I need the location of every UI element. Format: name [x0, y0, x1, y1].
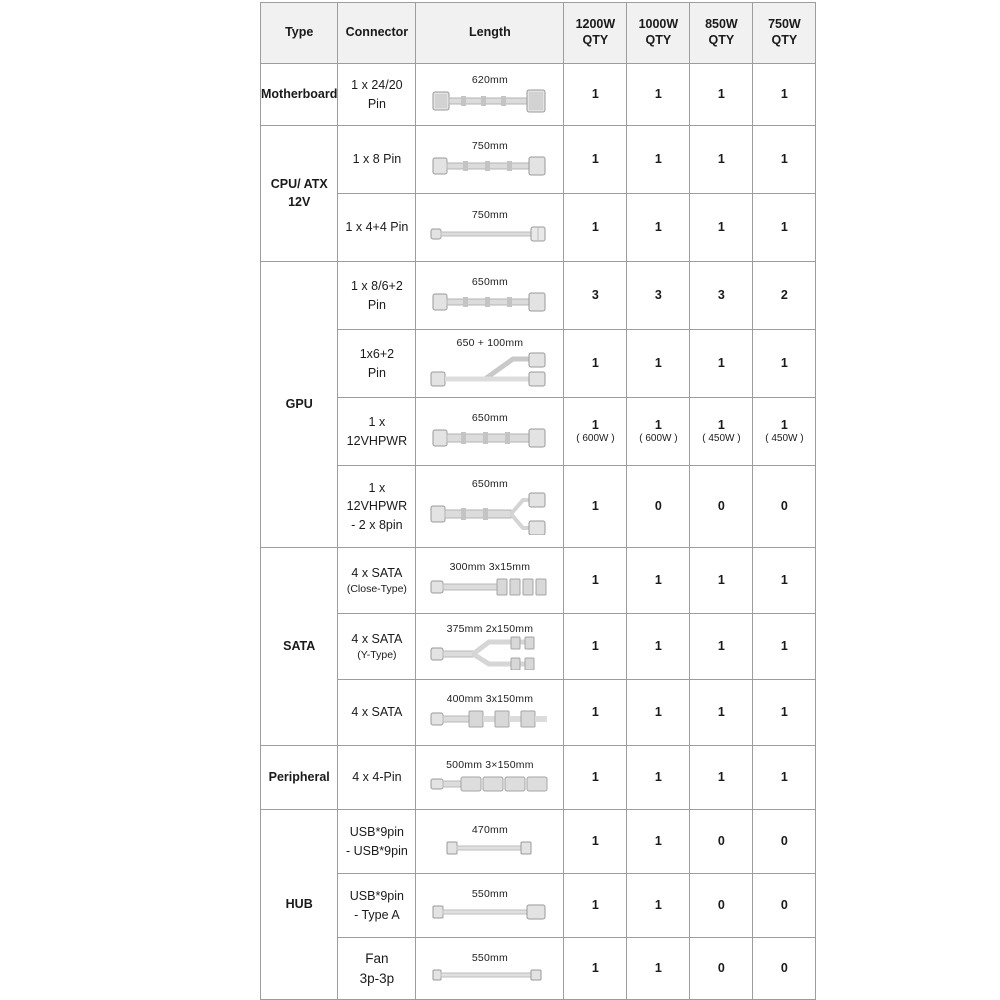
header-connector: Connector: [338, 3, 416, 64]
connector-line: Pin: [367, 96, 386, 111]
qty-cell-750w: 2: [753, 262, 816, 330]
qty-cell-1000w: 1: [627, 938, 690, 1000]
length-label: 400mm 3x150mm: [446, 693, 534, 705]
connector-line: Pin: [367, 297, 386, 312]
qty-cell-1000w: [627, 398, 690, 466]
table-row: [261, 548, 816, 614]
qty-cell-1200w: 1: [564, 810, 627, 874]
qty-cell-1200w: 1: [564, 680, 627, 746]
qty-cell-1200w: 1: [564, 330, 627, 398]
length-label: 650mm: [471, 412, 508, 424]
table-row: [261, 746, 816, 810]
length-cell: [416, 126, 564, 194]
connector-cell: [338, 330, 416, 398]
qty-cell-1200w: 1: [564, 126, 627, 194]
length-cell: [416, 810, 564, 874]
qty-cell-1000w: 1: [627, 874, 690, 938]
qty-cell-1000w: 3: [627, 262, 690, 330]
qty-cell-750w: 1: [753, 746, 816, 810]
length-cell: [416, 548, 564, 614]
qty-cell-850w: 0: [690, 466, 753, 548]
connector-line: USB*9pin: [349, 825, 404, 840]
connector-line: Fan: [365, 950, 389, 966]
qty-cell-850w: 0: [690, 810, 753, 874]
header-1000w-line2: QTY: [645, 33, 672, 47]
qty-cell-850w: 1: [690, 548, 753, 614]
length-cell: [416, 194, 564, 262]
length-label: 550mm: [471, 952, 508, 964]
qty-cell-850w: 1: [690, 194, 753, 262]
qty-cell-1200w: 1: [564, 746, 627, 810]
header-qty-850w: [690, 3, 753, 64]
header-type: Type: [261, 3, 338, 64]
qty-cell-850w: 3: [690, 262, 753, 330]
cable-sata-close-icon: [416, 574, 563, 600]
length-label: 620mm: [471, 74, 508, 86]
connector-line: (Y-Type): [357, 648, 397, 661]
type-cell-gpu: GPU: [261, 262, 338, 548]
qty-cell-850w: [690, 398, 753, 466]
connector-line: Pin: [367, 365, 386, 380]
table-header: [261, 3, 816, 64]
qty-cell-850w: 1: [690, 614, 753, 680]
type-line: 12V: [288, 194, 311, 209]
connector-line: 1x6+2: [359, 347, 395, 362]
qty-cell-1200w: 3: [564, 262, 627, 330]
connector-line: - Type A: [354, 907, 400, 922]
connector-cell: [338, 64, 416, 126]
connector-line: 4 x SATA: [351, 565, 403, 580]
qty-cell-1000w: 0: [627, 466, 690, 548]
table-row: [261, 874, 816, 938]
length-cell: [416, 614, 564, 680]
qty-cell-1000w: 1: [627, 194, 690, 262]
cable-12vhpwr-split-icon: [416, 491, 563, 535]
qty-cell-1200w: 1: [564, 466, 627, 548]
connector-cell: 1 x 8 Pin: [338, 126, 416, 194]
qty-cell-750w: 0: [753, 874, 816, 938]
qty-cell-850w: 0: [690, 874, 753, 938]
qty-cell-750w: [753, 398, 816, 466]
length-label: 375mm 2x150mm: [446, 623, 534, 635]
length-cell: [416, 466, 564, 548]
qty-cell-1000w: 1: [627, 680, 690, 746]
table-row: [261, 262, 816, 330]
type-cell-peripheral: Peripheral: [261, 746, 338, 810]
qty-note: ( 600W ): [639, 433, 678, 445]
header-850w-line1: 850W: [705, 17, 738, 32]
cable-spec-table: [260, 2, 816, 1000]
cable-fan-3p-icon: [416, 965, 563, 985]
length-cell: [416, 330, 564, 398]
connector-line: - USB*9pin: [345, 843, 408, 858]
connector-cell: [338, 614, 416, 680]
qty-cell-750w: 1: [753, 194, 816, 262]
length-label: 550mm: [471, 888, 508, 900]
connector-line: 1 x: [368, 481, 386, 496]
table-row: [261, 126, 816, 194]
header-qty-1200w: [564, 3, 627, 64]
qty-cell-850w: 0: [690, 938, 753, 1000]
qty-cell-1200w: [564, 398, 627, 466]
connector-line: 12VHPWR: [346, 433, 408, 448]
qty-cell-850w: 1: [690, 64, 753, 126]
qty-cell-750w: 1: [753, 126, 816, 194]
header-1000w-line1: 1000W: [638, 17, 679, 32]
table-row: [261, 398, 816, 466]
cable-8-6plus2-icon: [416, 289, 563, 315]
table-row: [261, 466, 816, 548]
length-label: 750mm: [471, 140, 508, 152]
length-cell: [416, 874, 564, 938]
header-qty-1000w: [627, 3, 690, 64]
qty-cell-750w: 1: [753, 64, 816, 126]
cable-4plus4-icon: [416, 222, 563, 246]
connector-cell: [338, 938, 416, 1000]
length-cell: [416, 938, 564, 1000]
qty-cell-1000w: 1: [627, 126, 690, 194]
connector-line: 1 x 8/6+2: [351, 279, 403, 294]
length-cell: [416, 262, 564, 330]
qty-cell-750w: 1: [753, 548, 816, 614]
type-cell-cpu-atx12v: [261, 126, 338, 262]
length-label: 750mm: [471, 209, 508, 221]
length-cell: [416, 64, 564, 126]
connector-line: 12VHPWR: [346, 499, 408, 514]
cable-sata-y-icon: [416, 636, 563, 670]
qty-cell-1200w: 1: [564, 614, 627, 680]
connector-cell: [338, 398, 416, 466]
qty-cell-750w: 1: [753, 680, 816, 746]
qty-note: ( 450W ): [765, 433, 804, 445]
qty-value: 1: [591, 418, 599, 433]
type-cell-hub: HUB: [261, 810, 338, 1000]
header-row: [261, 3, 816, 64]
connector-line: (Close-Type): [346, 582, 407, 595]
table-body: [261, 64, 816, 1000]
cable-12vhpwr-icon: [416, 425, 563, 451]
cable-sata-straight-icon: [416, 706, 563, 732]
connector-line: 1 x: [368, 415, 386, 430]
qty-cell-1200w: 1: [564, 548, 627, 614]
qty-note: ( 600W ): [576, 433, 615, 445]
connector-cell: [338, 874, 416, 938]
cable-peripheral-4pin-icon: [416, 772, 563, 796]
table-row: [261, 194, 816, 262]
cable-daisy-6plus2-icon: [416, 350, 563, 390]
connector-line: USB*9pin: [349, 889, 404, 904]
connector-cell: [338, 262, 416, 330]
table-row: [261, 614, 816, 680]
header-750w-line2: QTY: [771, 33, 798, 47]
connector-cell: [338, 548, 416, 614]
qty-cell-1000w: 1: [627, 810, 690, 874]
qty-cell-1000w: 1: [627, 64, 690, 126]
connector-line: 1 x 24/20: [351, 78, 403, 93]
cable-usb9-usb9-icon: [416, 837, 563, 859]
connector-cell: 4 x 4-Pin: [338, 746, 416, 810]
connector-line: 4 x SATA: [351, 631, 403, 646]
qty-cell-750w: 0: [753, 466, 816, 548]
qty-cell-1200w: 1: [564, 194, 627, 262]
type-cell-motherboard: Motherboard: [261, 64, 338, 126]
header-850w-line2: QTY: [708, 33, 735, 47]
type-cell-sata: SATA: [261, 548, 338, 746]
table-row: [261, 680, 816, 746]
cable-usb9-typea-icon: [416, 901, 563, 923]
qty-cell-750w: 0: [753, 938, 816, 1000]
table-row: [261, 330, 816, 398]
qty-cell-1200w: 1: [564, 64, 627, 126]
qty-value: 1: [654, 418, 662, 433]
qty-cell-750w: 1: [753, 330, 816, 398]
qty-note: ( 450W ): [702, 433, 741, 445]
connector-cell: [338, 810, 416, 874]
qty-cell-1000w: 1: [627, 330, 690, 398]
table-row: [261, 810, 816, 874]
length-label: 650mm: [471, 478, 508, 490]
length-cell: [416, 680, 564, 746]
qty-value: 1: [780, 418, 788, 433]
qty-cell-850w: 1: [690, 680, 753, 746]
qty-cell-750w: 0: [753, 810, 816, 874]
connector-cell: [338, 466, 416, 548]
qty-cell-750w: 1: [753, 614, 816, 680]
qty-cell-850w: 1: [690, 330, 753, 398]
cable-8pin-icon: [416, 153, 563, 179]
qty-cell-1000w: 1: [627, 548, 690, 614]
length-label: 650 + 100mm: [456, 337, 524, 349]
qty-cell-1200w: 1: [564, 874, 627, 938]
length-label: 470mm: [471, 824, 508, 836]
qty-cell-1200w: 1: [564, 938, 627, 1000]
cable-24pin-icon: [416, 87, 563, 115]
table-row: [261, 938, 816, 1000]
length-cell: [416, 398, 564, 466]
header-length: Length: [416, 3, 564, 64]
qty-cell-1000w: 1: [627, 746, 690, 810]
qty-cell-850w: 1: [690, 746, 753, 810]
type-line: CPU/ ATX: [270, 177, 328, 191]
header-1200w-line1: 1200W: [575, 17, 616, 32]
header-750w-line1: 750W: [768, 17, 801, 32]
connector-cell: 1 x 4+4 Pin: [338, 194, 416, 262]
qty-cell-850w: 1: [690, 126, 753, 194]
length-label: 650mm: [471, 276, 508, 288]
length-label: 500mm 3×150mm: [446, 759, 534, 771]
connector-cell: 4 x SATA: [338, 680, 416, 746]
connector-line: 3p-3p: [359, 970, 395, 986]
qty-cell-1000w: 1: [627, 614, 690, 680]
qty-value: 1: [717, 418, 725, 433]
connector-line: - 2 x 8pin: [351, 517, 403, 532]
header-qty-750w: [753, 3, 816, 64]
length-cell: [416, 746, 564, 810]
table-row: [261, 64, 816, 126]
header-1200w-line2: QTY: [582, 33, 609, 47]
length-label: 300mm 3x15mm: [449, 561, 531, 573]
